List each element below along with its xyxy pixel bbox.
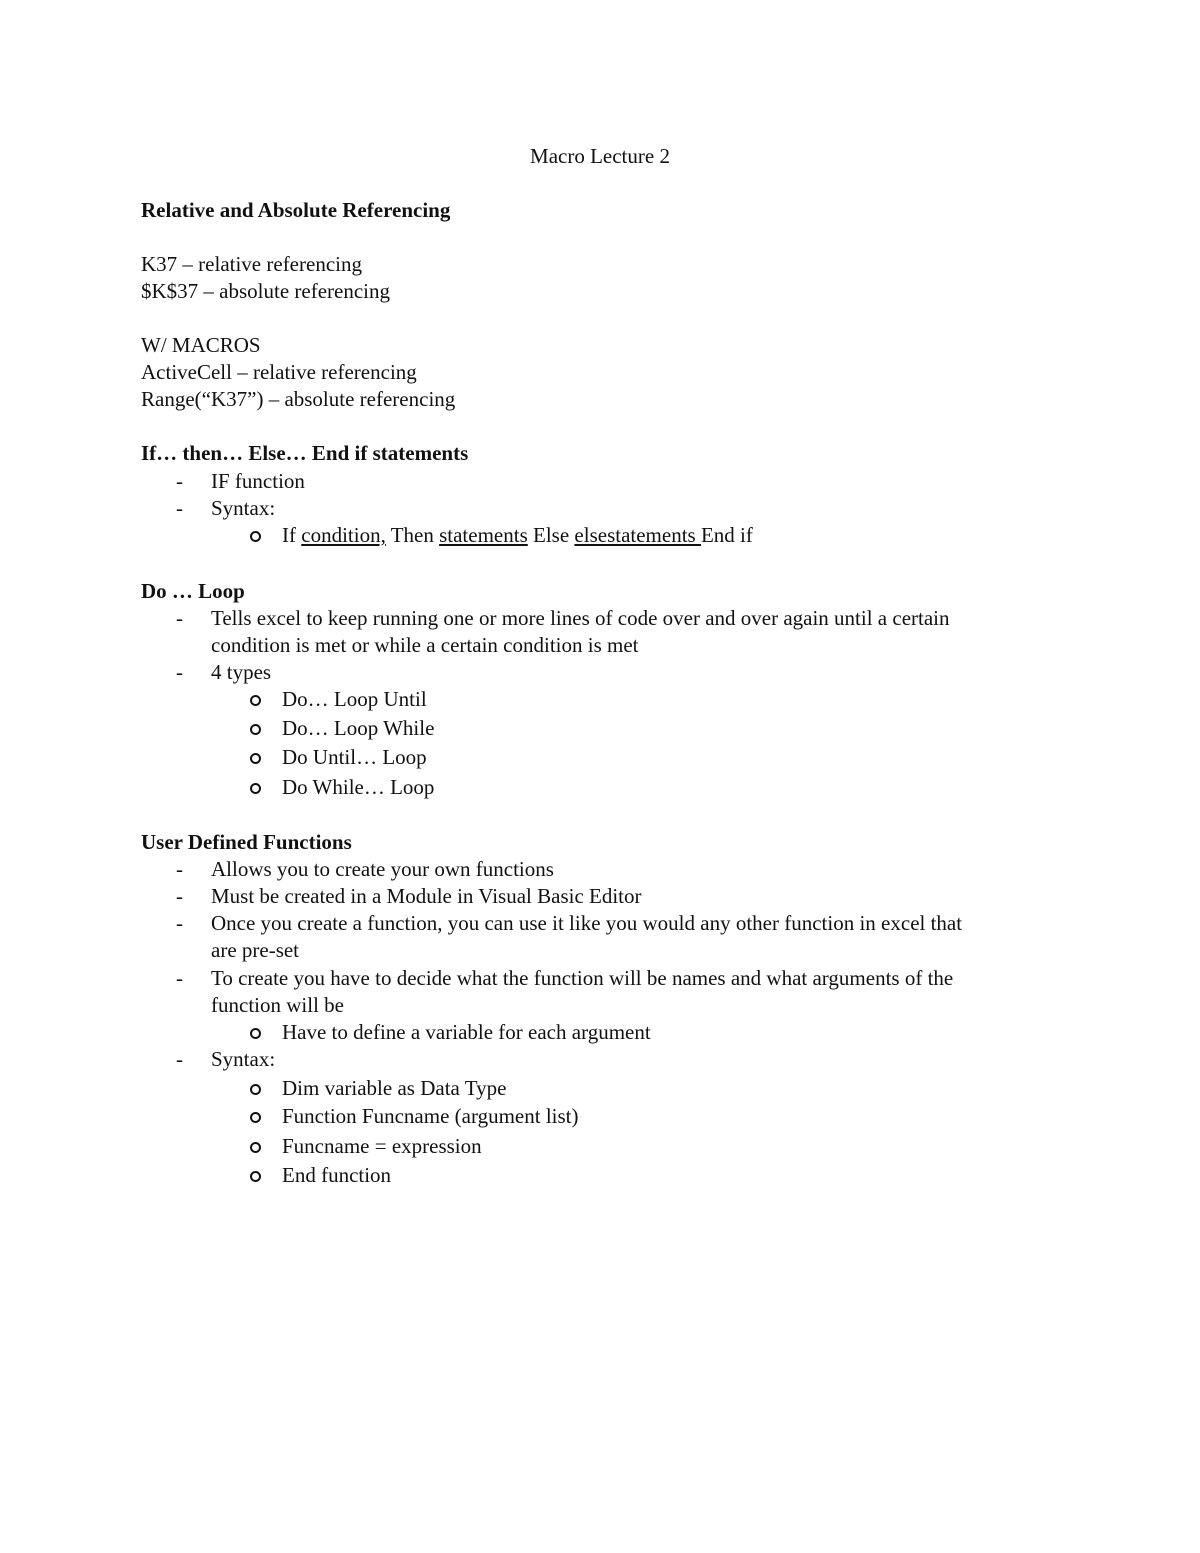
section-heading-referencing: Relative and Absolute Referencing xyxy=(141,198,451,222)
list-item-udf-create-line1: To create you have to decide what the function will be names and what arguments of the xyxy=(211,966,954,990)
loop-type-item: Do While… Loop xyxy=(282,775,435,799)
dash-bullet: - xyxy=(176,911,183,935)
circle-bullet-icon xyxy=(250,1171,261,1182)
syntax-condition: condition, xyxy=(301,523,386,547)
syntax-statements: statements xyxy=(439,523,528,547)
loop-type-item: Do… Loop While xyxy=(282,716,435,740)
list-item-udf-create-line2: function will be xyxy=(211,993,344,1017)
document-title: Macro Lecture 2 xyxy=(530,144,670,168)
dash-bullet: - xyxy=(176,496,183,520)
list-item-do-loop-desc-line2: condition is met or while a certain condition is met xyxy=(211,633,639,657)
syntax-item: Function Funcname (argument list) xyxy=(282,1104,579,1128)
syntax-text: End if xyxy=(700,523,753,547)
syntax-text: Else xyxy=(527,523,575,547)
syntax-item: End function xyxy=(282,1163,392,1187)
dash-bullet: - xyxy=(176,884,183,908)
dash-bullet: - xyxy=(176,469,183,493)
syntax-elsestatements: elsestatements xyxy=(574,523,701,547)
circle-bullet-icon xyxy=(250,531,261,542)
text-line-range: Range(“K37”) – absolute referencing xyxy=(141,387,456,411)
syntax-item: Funcname = expression xyxy=(282,1134,482,1158)
list-item-do-loop-desc-line1: Tells excel to keep running one or more lines of code over and over again until a certain xyxy=(211,606,950,630)
text-line-with-macros: W/ MACROS xyxy=(141,333,261,357)
section-heading-udf: User Defined Functions xyxy=(141,830,352,854)
dash-bullet: - xyxy=(176,1047,183,1071)
text-line-activecell: ActiveCell – relative referencing xyxy=(141,360,417,384)
circle-bullet-icon xyxy=(250,1028,261,1039)
dash-bullet: - xyxy=(176,857,183,881)
circle-bullet-icon xyxy=(250,783,261,794)
list-item-udf-allows: Allows you to create your own functions xyxy=(211,857,554,881)
text-line-relative-k37: K37 – relative referencing xyxy=(141,252,362,276)
sub-item-define-variable: Have to define a variable for each argument xyxy=(282,1020,651,1044)
text-line-absolute-k37: $K$37 – absolute referencing xyxy=(141,279,390,303)
circle-bullet-icon xyxy=(250,1084,261,1095)
dash-bullet: - xyxy=(176,660,183,684)
dash-bullet: - xyxy=(176,606,183,630)
syntax-text: If xyxy=(282,523,302,547)
syntax-text: Then xyxy=(385,523,440,547)
dash-bullet: - xyxy=(176,966,183,990)
list-item-if-function: IF function xyxy=(211,469,305,493)
list-item-udf-syntax: Syntax: xyxy=(211,1047,276,1071)
section-heading-if-statements: If… then… Else… End if statements xyxy=(141,441,469,465)
circle-bullet-icon xyxy=(250,695,261,706)
circle-bullet-icon xyxy=(250,724,261,735)
list-item-udf-once-line2: are pre-set xyxy=(211,938,300,962)
list-item-four-types: 4 types xyxy=(211,660,272,684)
loop-type-item: Do… Loop Until xyxy=(282,687,427,711)
circle-bullet-icon xyxy=(250,1112,261,1123)
list-item-if-syntax: Syntax: xyxy=(211,496,276,520)
list-item-udf-module: Must be created in a Module in Visual Basic Editor xyxy=(211,884,642,908)
circle-bullet-icon xyxy=(250,1142,261,1153)
circle-bullet-icon xyxy=(250,753,261,764)
list-item-udf-once-line1: Once you create a function, you can use it like you would any other function in excel that xyxy=(211,911,963,935)
section-heading-do-loop: Do … Loop xyxy=(141,579,245,603)
syntax-item: Dim variable as Data Type xyxy=(282,1076,507,1100)
loop-type-item: Do Until… Loop xyxy=(282,745,427,769)
if-syntax-line xyxy=(282,522,753,549)
